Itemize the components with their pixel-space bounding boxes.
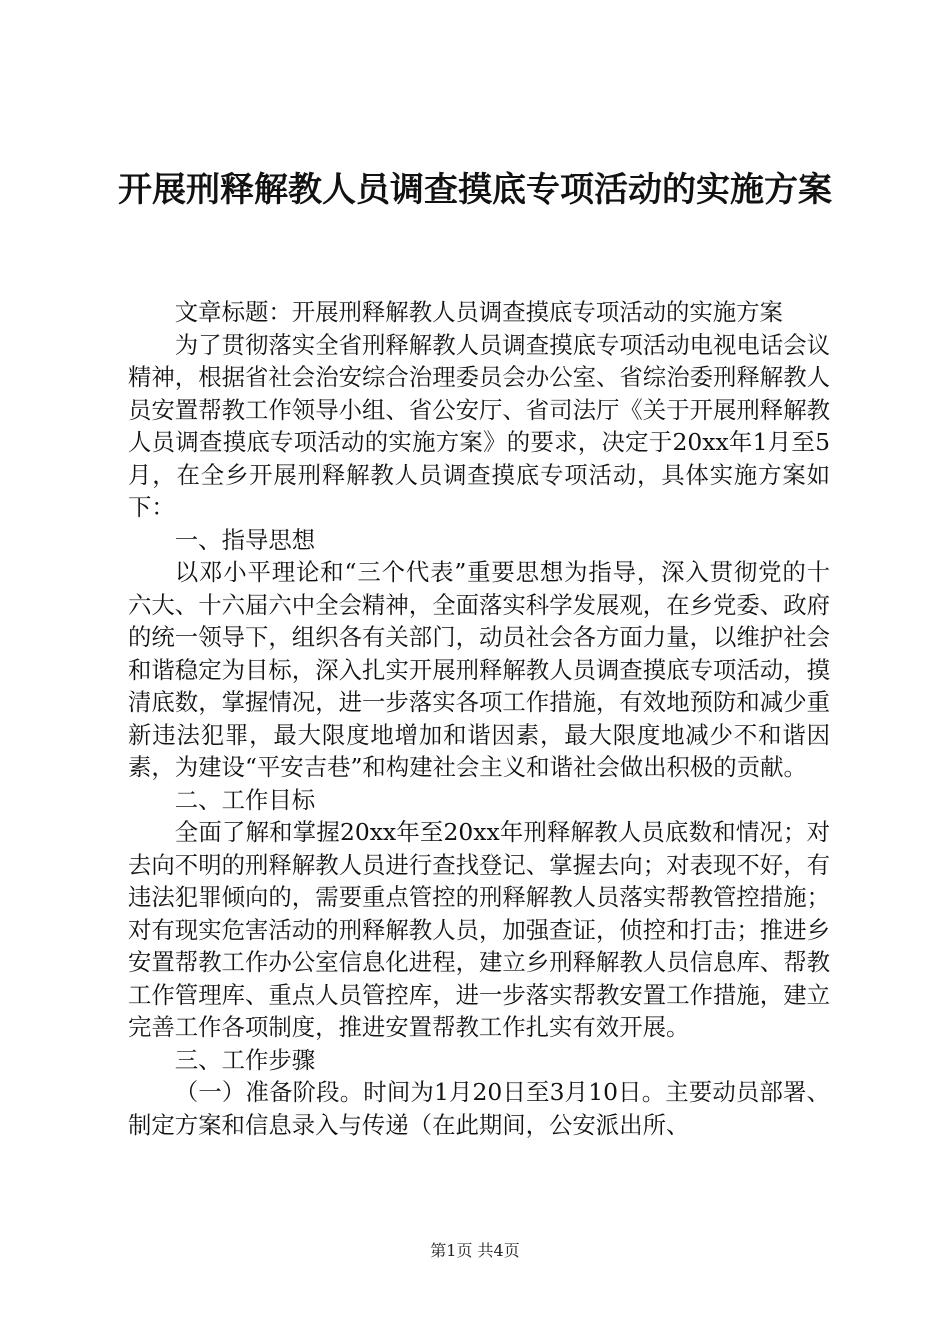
- section-heading-work-goals: 二、工作目标: [174, 785, 316, 814]
- work-goals-paragraph: 全面了解和掌握20xx年至20xx年刑释解教人员底数和情况；对去向不明的刑释解教人员进行查找登记、掌握去向；对表现不好，有违法犯罪倾向的，需要重点管控的刑释解教人员落实帮教管控措施；对有现实危害活动的刑释解教人员，加强查证，侦控和打击；推进乡安置帮教工作办公室信息化进程，建立乡刑释解教人员信息库、帮教工作管理库、重点人员管控库，进一步落实帮教安置工作措施，建立完善工作各项制度，推进安置帮教工作扎实有效开展。: [128, 818, 830, 1041]
- guiding-ideology-paragraph: 以邓小平理论和“三个代表”重要思想为指导，深入贯彻党的十六大、十六届六中全会精神，全面落实科学发展观，在乡党委、政府的统一领导下，组织各有关部门，动员社会各方面力量，以维护社会和谐稳定为目标，深入扎实开展刑释解教人员调查摸底专项活动，摸清底数，掌握情况，进一步落实各项工作措施，有效地预防和减少重新违法犯罪，最大限度地增加和谐因素，最大限度地减少不和谐因素，为建设“平安吉巷”和构建社会主义和谐社会做出积极的贡献。: [128, 558, 830, 781]
- page-number-footer: 第1页 共4页: [430, 1241, 520, 1260]
- article-title-paragraph: 文章标题：开展刑释解教人员调查摸底专项活动的实施方案: [174, 298, 783, 326]
- document-title: 开展刑释解教人员调查摸底专项活动的实施方案: [118, 170, 832, 210]
- intro-paragraph: 为了贯彻落实全省刑释解教人员调查摸底专项活动电视电话会议精神，根据省社会治安综合治理委员会办公室、省综治委刑释解教人员安置帮教工作领导小组、省公安厅、省司法厅《关于开展刑释解教人员调查摸底专项活动的实施方案》的要求，决定于20xx年1月至5月，在全乡开展刑释解教人员调查摸底专项活动，具体实施方案如下：: [128, 330, 830, 521]
- section-heading-guiding-ideology: 一、指导思想: [174, 525, 316, 554]
- work-steps-paragraph: （一）准备阶段。时间为1月20日至3月10日。主要动员部署、制定方案和信息录入与传递（在此期间，公安派出所、: [128, 1078, 830, 1139]
- section-heading-work-steps: 三、工作步骤: [174, 1045, 316, 1074]
- document-body: [128, 296, 830, 1141]
